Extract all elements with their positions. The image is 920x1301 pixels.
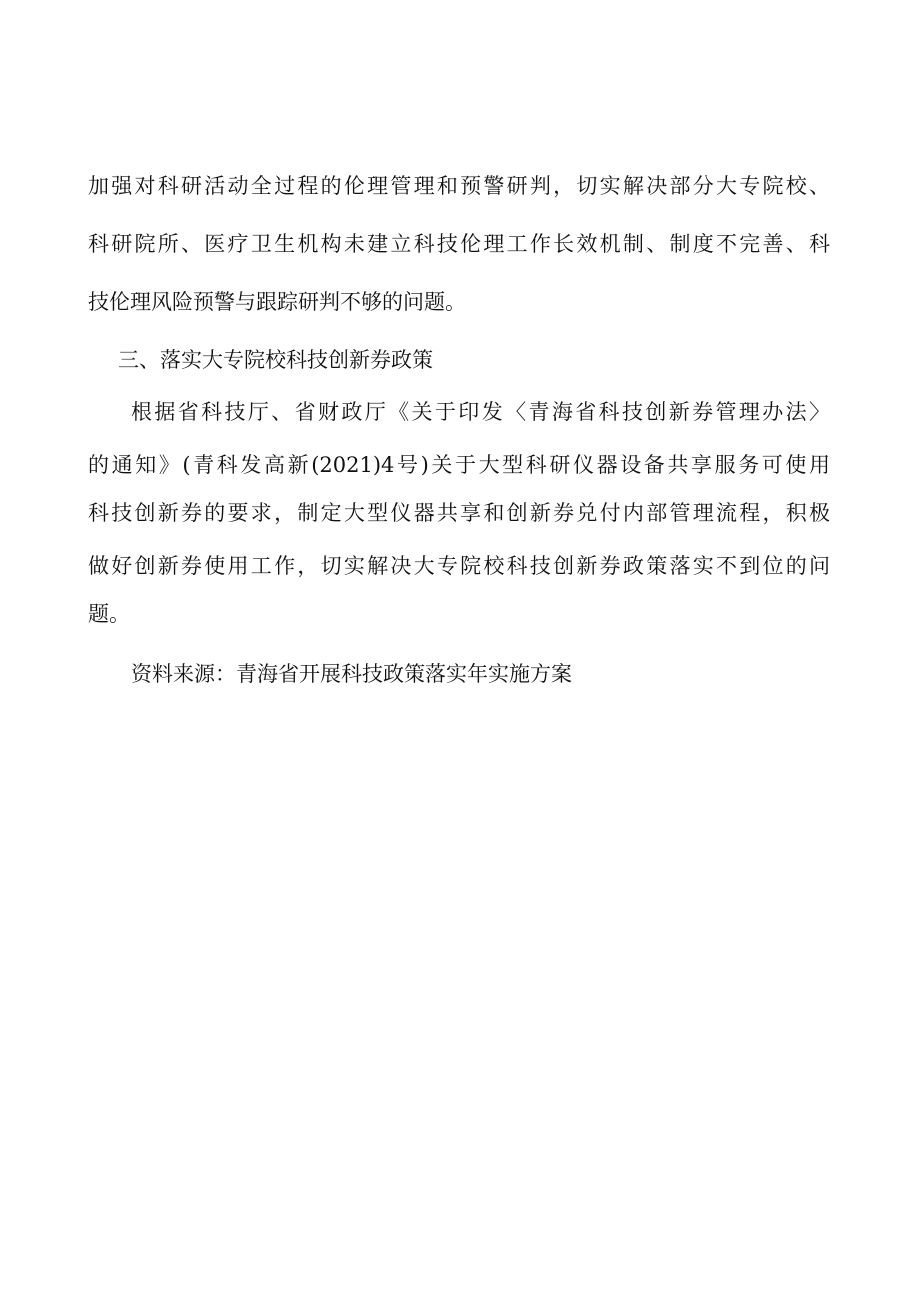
- source-note: 资料来源：青海省开展科技政策落实年实施方案: [131, 662, 572, 686]
- paragraph-line: 题。: [88, 602, 130, 626]
- paragraph-line: 技伦理风险预警与跟踪研判不够的问题。: [88, 290, 466, 314]
- paragraph-line: 的通知》(青科发高新(2021)4号)关于大型科研仪器设备共享服务可使用: [88, 453, 830, 477]
- section-heading: 三、落实大专院校科技创新券政策: [118, 348, 433, 372]
- paragraph-line: 科技创新券的要求，制定大型仪器共享和创新券兑付内部管理流程，积极: [88, 501, 830, 525]
- paragraph-line: 加强对科研活动全过程的伦理管理和预警研判，切实解决部分大专院校、: [88, 174, 830, 198]
- paragraph-line: 做好创新券使用工作，切实解决大专院校科技创新券政策落实不到位的问: [88, 554, 830, 578]
- paragraph-line: 根据省科技厅、省财政厅《关于印发〈青海省科技创新券管理办法〉: [131, 400, 830, 424]
- paragraph-line: 科研院所、医疗卫生机构未建立科技伦理工作长效机制、制度不完善、科: [88, 232, 830, 256]
